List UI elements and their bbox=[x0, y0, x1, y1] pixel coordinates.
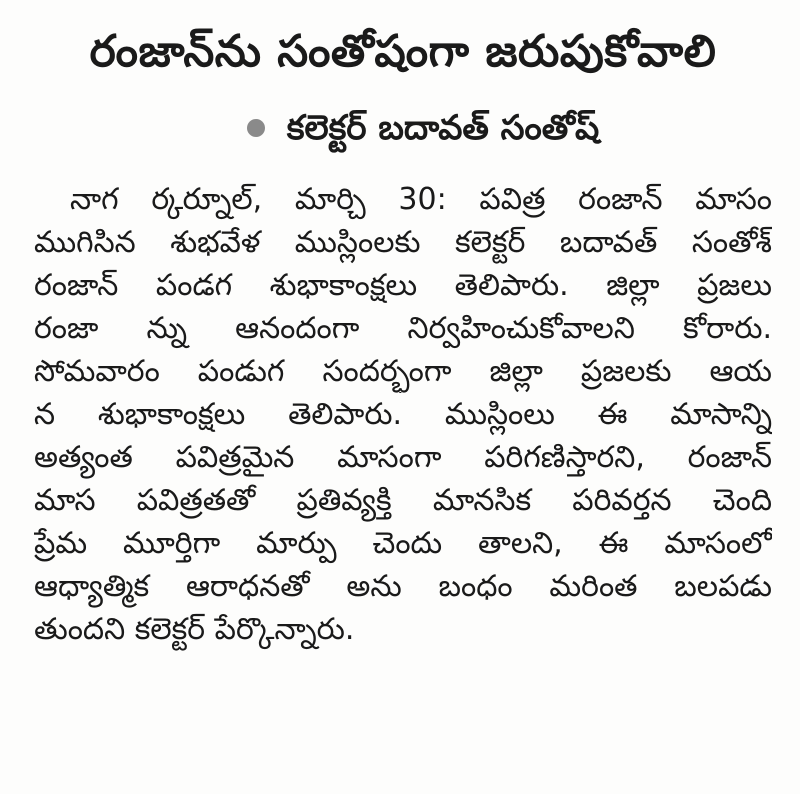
article-headline: రంజాన్‌ను సంతోషంగా జరుపుకోవాలి bbox=[89, 26, 717, 77]
body-line: అత్యంత పవిత్రమైన మాసంగా పరిగణిస్తారని, రంజాన్ bbox=[34, 440, 772, 475]
bullet-dot-icon bbox=[247, 119, 265, 137]
article-subheading bbox=[74, 104, 772, 152]
body-line: ప్రేమ మూర్తిగా మార్పు చెందు తాలని, ఈ మాసంలో bbox=[34, 526, 772, 561]
body-line: సోమవారం పండుగ సందర్భంగా జిల్లా ప్రజలకు ఆయ bbox=[34, 354, 772, 389]
body-line: రంజాన్ పండగ శుభాకాంక్షలు తెలిపారు. జిల్లా ప్రజలు bbox=[34, 268, 772, 303]
subheading-text: కలెక్టర్ బదావత్ సంతోష్ bbox=[286, 108, 600, 148]
body-line: నాగ ర్కర్నూల్, మార్చి 30: పవిత్ర రంజాన్ మాసం bbox=[70, 182, 772, 217]
body-line: ముగిసిన శుభవేళ ముస్లింలకు కలెక్టర్ బదావత్ సంతోశ్ bbox=[34, 225, 772, 260]
body-line: తుందని కలెక్టర్ పేర్కొన్నారు. bbox=[34, 612, 355, 647]
body-line: ఆధ్యాత్మిక ఆరాధనతో అను బంధం మరింత బలపడు bbox=[34, 569, 772, 604]
body-line: మాస పవిత్రతతో ప్రతివ్యక్తి మానసిక పరివర్తన చెంది bbox=[34, 483, 772, 518]
article-body bbox=[34, 178, 772, 651]
body-line: న శుభాకాంక్షలు తెలిపారు. ముస్లింలు ఈ మాసాన్ని bbox=[34, 397, 772, 432]
body-line: రంజా న్ను ఆనందంగా నిర్వహించుకోవాలని కోరారు. bbox=[34, 311, 772, 346]
